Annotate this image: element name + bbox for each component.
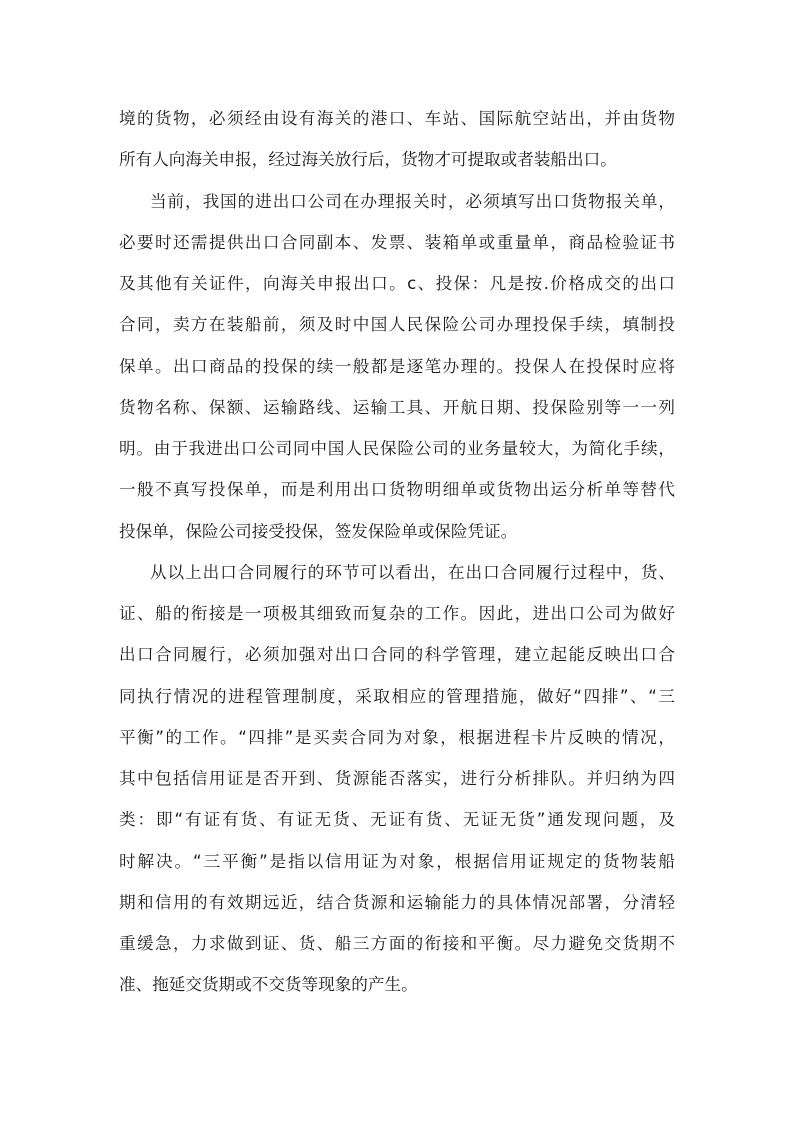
text-line: 保单。出口商品的投保的续一般都是逐笔办理的。投保人在投保时应将 xyxy=(119,357,675,376)
text-line: 期和信用的有效期远近，结合货源和运输能力的具体情况部署，分清轻 xyxy=(119,893,675,912)
text-line: 时解决。“三平衡”是指以信用证为对象，根据信用证规定的货物装船 xyxy=(119,852,675,871)
text-line: 合同，卖方在装船前，须及时中国人民保险公司办理投保手续，填制投 xyxy=(119,315,675,334)
text-line: 投保单，保险公司接受投保，签发保险单或保险凭证。 xyxy=(119,522,518,541)
text-line: 境的货物，必须经由设有海关的港口、车站、国际航空站出，并由货物 xyxy=(119,109,675,128)
text-line: 准、拖延交货期或不交货等现象的产生。 xyxy=(119,975,418,994)
text-line: 货物名称、保额、运输路线、运输工具、开航日期、投保险别等一一列 xyxy=(119,398,675,417)
text-line: 一般不真写投保单，而是利用出口货物明细单或货物出运分析单等替代 xyxy=(119,480,675,499)
text-line: 平衡”的工作。“四排”是买卖合同为对象，根据进程卡片反映的情况， xyxy=(119,728,675,747)
text-line: 证、船的衔接是一项极其细致而复杂的工作。因此，进出口公司为做好 xyxy=(119,604,675,623)
text-line: 及其他有关证件，向海关申报出口。c、投保：凡是按.价格成交的出口 xyxy=(119,274,675,293)
text-line: 明。由于我进出口公司同中国人民保险公司的业务量较大，为简化手续， xyxy=(119,439,675,458)
text-line: 类：即“有证有货、有证无货、无证有货、无证无货”通发现问题，及 xyxy=(119,810,675,829)
text-line: 其中包括信用证是否开到、货源能否落实，进行分析排队。并归纳为四 xyxy=(119,769,675,788)
text-line: 出口合同履行，必须加强对出口合同的科学管理，建立起能反映出口合 xyxy=(119,645,675,664)
paragraph-start-line: 当前，我国的进出口公司在办理报关时，必须填写出口货物报关单， xyxy=(150,192,675,211)
paragraph-start-line: 从以上出口合同履行的环节可以看出，在出口合同履行过程中，货、 xyxy=(150,563,675,582)
text-line: 同执行情况的进程管理制度，采取相应的管理措施，做好“四排”、“三 xyxy=(119,687,675,706)
text-line: 重缓急，力求做到证、货、船三方面的衔接和平衡。尽力避免交货期不 xyxy=(119,934,675,953)
text-line: 必要时还需提供出口合同副本、发票、装箱单或重量单，商品检验证书 xyxy=(119,233,675,252)
text-line: 所有人向海关申报，经过海关放行后，货物才可提取或者装船出口。 xyxy=(119,150,617,169)
